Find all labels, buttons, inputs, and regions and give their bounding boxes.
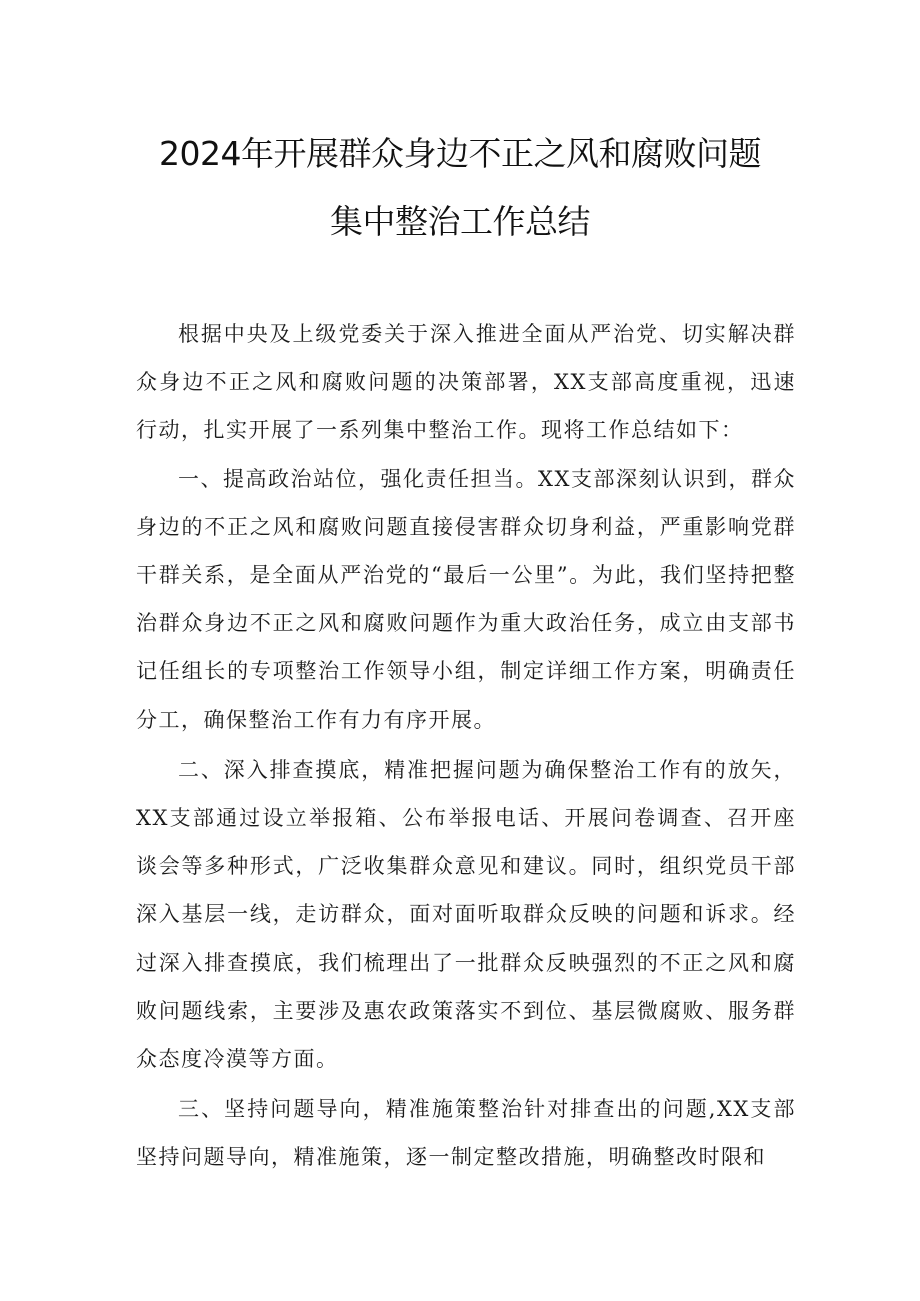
paragraph-section-2: 二、深入排查摸底，精准把握问题为确保整治工作有的放矢，XX支部通过设立举报箱、公布举报电话、开展问卷调查、召开座谈会等多种形式，广泛收集群众意见和建议。同时，组织党员干部深入基层一线，走访群众，面对面听取群众反映的问题和诉求。经过深入排查摸底，我们梳理出了一批群众反映强烈的不正之风和腐败问题线索，主要涉及惠农政策落实不到位、基层微腐败、服务群众态度冷漠等方面。 (136, 757, 796, 1072)
document-title-line-2: 集中整治工作总结 (330, 202, 590, 241)
paragraph-intro: 根据中央及上级党委关于深入推进全面从严治党、切实解决群众身边不正之风和腐败问题的决策部署，XX支部高度重视，迅速行动，扎实开展了一系列集中整治工作。现将工作总结如下： (136, 322, 796, 443)
paragraph-section-3: 三、坚持问题导向，精准施策整治针对排查出的问题,XX支部坚持问题导向，精准施策，逐一制定整改措施，明确整改时限和 (136, 1097, 796, 1170)
document-body (136, 310, 796, 1182)
paragraph-section-1: 一、提高政治站位，强化责任担当。XX支部深刻认识到，群众身边的不正之风和腐败问题直接侵害群众切身利益，严重影响党群干群关系，是全面从严治党的“最后一公里”。为此，我们坚持把整治群众身边不正之风和腐败问题作为重大政治任务，成立由支部书记任组长的专项整治工作领导小组，制定详细工作方案，明确责任分工，确保整治工作有力有序开展。 (136, 466, 796, 732)
document-title-line-1: 2024年开展群众身边不正之风和腐败问题 (159, 134, 761, 173)
